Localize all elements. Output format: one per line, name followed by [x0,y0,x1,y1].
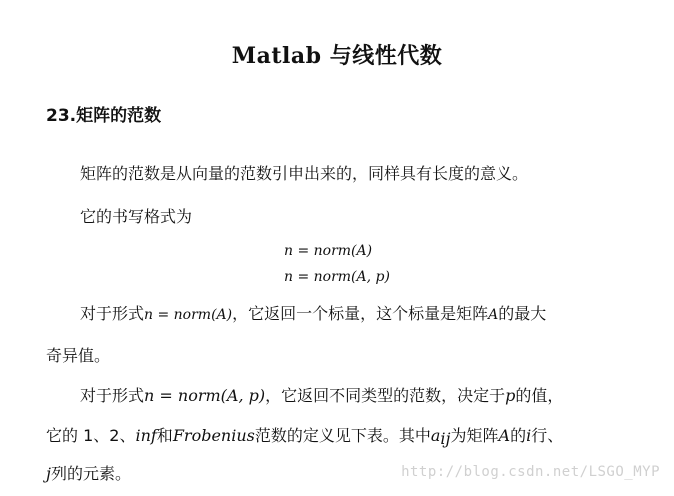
p4-line2-mid3: 的 [510,426,527,445]
watermark: http://blog.csdn.net/LSGO_MYP [401,464,660,480]
p4-prefix: 对于形式 [80,386,145,405]
p4-line2-prefix: 它的 1、2、 [46,426,136,445]
p3-prefix: 对于形式 [80,304,145,323]
formula-norm-a: n = norm(A) [284,243,373,259]
paragraph-intro-text: 矩阵的范数是从向量的范数引申出来的，同样具有长度的意义。 [80,164,529,183]
p4-inf: inf [135,426,157,445]
p4-and: 和 [156,426,173,445]
p4-suffix: 的值， [515,386,564,405]
formula-norm-a-p: n = norm(A, p) [284,269,390,285]
paragraph-format [46,203,636,231]
p4-line2-suffix: 行、 [531,426,564,445]
paragraph-norm-a-p-line2 [46,422,636,453]
p3-suffix: 的最大 [498,304,547,323]
p4-line2-middle: 范数的定义见下表。其中 [254,426,431,445]
p4-line3: 列的元素。 [50,464,131,483]
p4-A: A [498,426,511,445]
p4-frobenius: Frobenius [172,426,255,445]
p4-math: n = norm(A, p) [144,386,266,405]
p3-math: n = norm(A) [144,307,233,323]
p4-j: j [46,464,51,483]
p3-line2: 奇异值。 [46,346,111,365]
p4-math-p: p [505,386,516,405]
paragraph-norm-a-line2 [46,342,636,370]
paragraph-format-text: 它的书写格式为 [80,207,193,226]
p4-ij: ij [440,429,451,448]
page-title: Matlab 与线性代数 [231,43,443,69]
p4-middle: ，它返回不同类型的范数，决定于 [265,386,506,405]
section-heading: 23.矩阵的范数 [46,106,162,126]
paragraph-norm-a [46,300,636,329]
p4-a: a [430,426,441,445]
p3-math-a: A [488,307,499,323]
p4-i: i [526,426,532,445]
paragraph-intro [46,160,636,188]
p3-middle: ，它返回一个标量，这个标量是矩阵 [232,304,489,323]
p4-line2-mid2: 为矩阵 [450,426,499,445]
paragraph-norm-a-p [46,382,636,410]
